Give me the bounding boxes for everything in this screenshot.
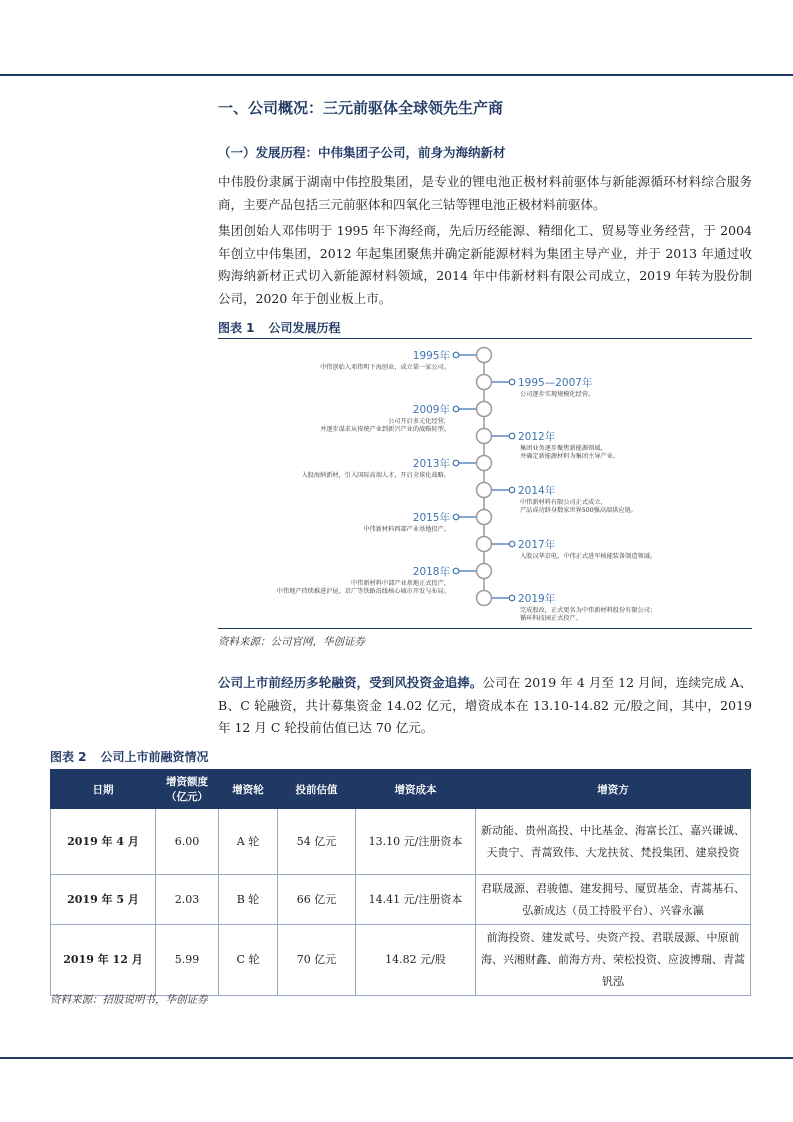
timeline-node bbox=[477, 348, 492, 363]
timeline-dot bbox=[453, 406, 459, 412]
header-valuation: 投前估值 bbox=[278, 770, 356, 809]
cell-investors: 君联晟源、君骏德、建发拥号、厦贸基金、青蒿基石、弘新成达（员工持股平台）、兴睿永瀛 bbox=[476, 875, 751, 925]
financing-table bbox=[50, 769, 751, 996]
timeline-node bbox=[477, 456, 492, 471]
timeline-dot bbox=[453, 352, 459, 358]
timeline-description: 公司开启多元化经营， bbox=[388, 418, 450, 425]
table-row bbox=[51, 925, 751, 996]
figure2-title bbox=[50, 748, 209, 765]
timeline-year: 1995年 bbox=[412, 350, 450, 362]
timeline-node bbox=[477, 402, 492, 417]
header-cost: 增资成本 bbox=[356, 770, 476, 809]
timeline-year: 2017年 bbox=[518, 539, 556, 551]
cell-date: 2019 年 5 月 bbox=[51, 875, 156, 925]
timeline-year: 2014年 bbox=[518, 485, 556, 497]
header-investors: 增资方 bbox=[476, 770, 751, 809]
paragraph-financing-lead: 公司上市前经历多轮融资，受到风投资金追捧。 bbox=[218, 675, 483, 690]
timeline-description: 中伟新材料中部产业基地正式投产， bbox=[351, 580, 450, 587]
cell-round: C 轮 bbox=[219, 925, 278, 996]
timeline-year: 2013年 bbox=[412, 458, 450, 470]
timeline-dot bbox=[509, 379, 515, 385]
timeline-description: 中伟地产持续推进沪昆、京广等铁路沿线核心城市开发与布局。 bbox=[276, 588, 450, 595]
timeline-dot bbox=[509, 541, 515, 547]
timeline-dot bbox=[509, 487, 515, 493]
cell-valuation: 66 亿元 bbox=[278, 875, 356, 925]
figure1-bottom-line bbox=[218, 628, 752, 629]
timeline-description: 中伟新材料有限公司正式成立， bbox=[520, 499, 607, 506]
timeline-description: 入股汉华京电，中伟正式进军核能装备制造领域。 bbox=[520, 553, 657, 560]
footer-rule bbox=[0, 1057, 793, 1059]
cell-date: 2019 年 4 月 bbox=[51, 809, 156, 875]
cell-amount: 2.03 bbox=[156, 875, 219, 925]
cell-investors: 新动能、贵州高投、中比基金、海富长江、嘉兴谦诚、天贵宁、青蒿致伟、大龙扶贫、梵投集团、建泉投资 bbox=[476, 809, 751, 875]
cell-cost: 14.82 元/股 bbox=[356, 925, 476, 996]
timeline-description: 并逐步谋求从传统产业到新兴产业的战略转型。 bbox=[320, 426, 450, 433]
header-date: 日期 bbox=[51, 770, 156, 809]
timeline-year: 1995—2007年 bbox=[518, 377, 593, 389]
cell-amount: 5.99 bbox=[156, 925, 219, 996]
cell-cost: 13.10 元/注册资本 bbox=[356, 809, 476, 875]
timeline-node bbox=[477, 375, 492, 390]
timeline-node bbox=[477, 429, 492, 444]
cell-valuation: 70 亿元 bbox=[278, 925, 356, 996]
figure2-source: 资料来源：招股说明书，华创证券 bbox=[50, 994, 208, 1006]
section-title: 一、公司概况：三元前驱体全球领先生产商 bbox=[218, 99, 504, 117]
timeline-year: 2019年 bbox=[518, 593, 556, 605]
figure1-top-line bbox=[218, 338, 752, 339]
timeline-description: 公司逐步实现规模化经营。 bbox=[520, 391, 595, 398]
figure1-source: 资料来源：公司官网，华创证券 bbox=[218, 636, 365, 648]
cell-round: B 轮 bbox=[219, 875, 278, 925]
timeline-description: 集团业务逐步聚焦新能源领域， bbox=[520, 445, 607, 452]
timeline-dot bbox=[453, 460, 459, 466]
cell-investors: 前海投资、建发贰号、央资产投、君联晟源、中原前海、兴湘财鑫、前海方舟、荣松投资、应波博瑞、青蒿钒泓 bbox=[476, 925, 751, 996]
figure1-label: 图表 1 bbox=[218, 321, 255, 335]
paragraph-overview: 中伟股份隶属于湖南中伟控股集团，是专业的锂电池正极材料前驱体与新能源循环材料综合服务商，主要产品包括三元前驱体和四氧化三钴等锂电池正极材料前驱体。 bbox=[218, 174, 752, 212]
timeline-description: 产品成功跻身数家世界500强高端供应链。 bbox=[520, 507, 637, 514]
cell-date: 2019 年 12 月 bbox=[51, 925, 156, 996]
timeline-description: 循环科技园正式投产。 bbox=[520, 615, 582, 622]
header-amount: 增资额度（亿元） bbox=[156, 770, 219, 809]
timeline-description: 中伟创始人邓伟明下海创业，成立第一家公司。 bbox=[320, 364, 450, 371]
timeline-node bbox=[477, 483, 492, 498]
figure2-label: 图表 2 bbox=[50, 750, 87, 764]
timeline-description: 入股海纳新材，引入国际高端人才，开启全球化战略。 bbox=[301, 472, 450, 479]
timeline-description: 并确定新能源材料为集团主导产业。 bbox=[520, 453, 619, 460]
header-rule bbox=[0, 74, 793, 76]
timeline-dot bbox=[509, 433, 515, 439]
figure2-caption: 公司上市前融资情况 bbox=[100, 750, 209, 764]
timeline-node bbox=[477, 564, 492, 579]
figure1-title bbox=[218, 319, 341, 336]
paragraph-financing bbox=[218, 672, 752, 740]
timeline-chart bbox=[218, 340, 752, 625]
table-header-row bbox=[51, 770, 751, 809]
timeline-dot bbox=[509, 595, 515, 601]
timeline-dot bbox=[453, 568, 459, 574]
timeline-year: 2012年 bbox=[518, 431, 556, 443]
cell-amount: 6.00 bbox=[156, 809, 219, 875]
timeline-node bbox=[477, 510, 492, 525]
timeline-year: 2018年 bbox=[412, 566, 450, 578]
timeline-node bbox=[477, 591, 492, 606]
timeline-description: 中伟新材料西部产业基地投产。 bbox=[363, 526, 450, 533]
subsection-title: （一）发展历程：中伟集团子公司，前身为海纳新材 bbox=[218, 145, 506, 160]
timeline-year: 2015年 bbox=[412, 512, 450, 524]
timeline-dot bbox=[453, 514, 459, 520]
cell-cost: 14.41 元/注册资本 bbox=[356, 875, 476, 925]
table-row bbox=[51, 809, 751, 875]
paragraph-financing-body: 公司在 2019 年 4 月至 12 月间，连续完成 A、B、C 轮融资，共计募集资金 14.02 亿元，增资成本在 13.10-14.82 元/股之间，其中，2019 年 12 月 C 轮投前估值已达 70 亿元。 bbox=[218, 675, 752, 735]
timeline-node bbox=[477, 537, 492, 552]
header-round: 增资轮 bbox=[219, 770, 278, 809]
timeline-year: 2009年 bbox=[412, 404, 450, 416]
cell-round: A 轮 bbox=[219, 809, 278, 875]
timeline-description: 完成股改，正式更名为中伟新材料股份有限公司； bbox=[520, 607, 657, 614]
figure1-caption: 公司发展历程 bbox=[268, 321, 341, 335]
paragraph-history: 集团创始人邓伟明于 1995 年下海经商，先后历经能源、精细化工、贸易等业务经营，于 2004 年创立中伟集团，2012 年起集团聚焦并确定新能源材料为集团主导产业，并于 2013 年通过收购海纳新材正式切入新能源材料领域，2014 年中伟新材料有限公司成立，2019 年转为股份制公司，2020 年于创业板上市。 bbox=[218, 223, 752, 306]
table-row bbox=[51, 875, 751, 925]
cell-valuation: 54 亿元 bbox=[278, 809, 356, 875]
